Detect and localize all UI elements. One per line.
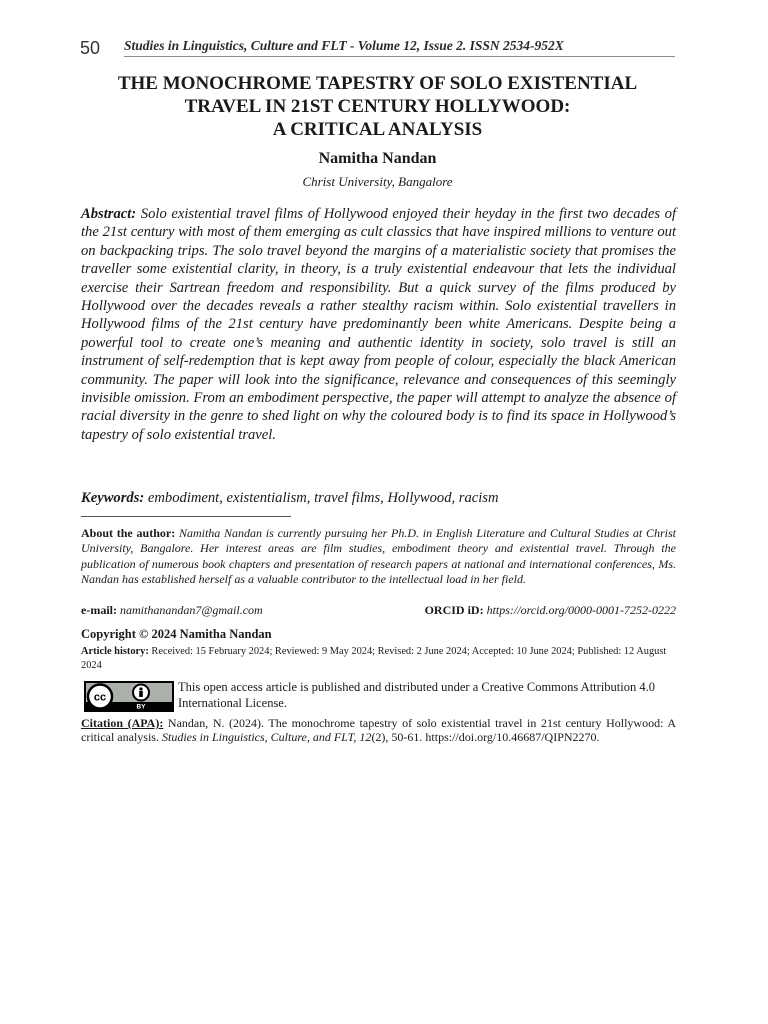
article-title: [80, 72, 675, 141]
citation-label: Citation (APA):: [81, 716, 164, 730]
abstract-text: Solo existential travel films of Hollywood enjoyed their heyday in the first two decades of the 21st century with most of them emerging as cult classics that have inspired millions to venture out on backpacking trips. The solo travel beyond the margins of a materialistic society that promises the traveller some existential clarity, in theory, is a truly existential endeavour that lets the individual exercise their Sartrean freedom and responsibility. But a quick survey of the films produced by Hollywood over the decades reveals a rather stealthy racism within. Solo existential travellers in Hollywood films of the 21st century have predominantly been white Americans. Despite being a powerful tool to create one’s meaning and authentic identity in society, solo travel is still an instrument of self-redemption that is kept away from people of colour, especially the black American community. The paper will look into the significance, relevance and consequences of this seemingly invisible omission. From an embodiment perspective, the paper will attempt to analyze the absence of racial diversity in the genre to shed light on why the coloured body is to find its space in Hollywood’s tapestry of solo existential travel.: [81, 206, 676, 443]
article-history: [81, 645, 676, 673]
cc-by-icon[interactable]: [84, 681, 174, 712]
about-author-text: Namitha Nandan is currently pursuing her Ph.D. in English Literature and Cultural Studies at Christ University, Bangalore. Her interest areas are film studies, embodiment theory and existential travel. Through the publication of numerous book chapters and presentation of research papers at national and international conferences, Ms. Nandan has established herself as a valuable contributor to the intellectual load in her field.: [81, 526, 677, 586]
article-history-text: Received: 15 February 2024; Reviewed: 9 May 2024; Revised: 2 June 2024; Accepted: 10 June 2024; Published: 12 August 2024: [81, 646, 667, 671]
citation-journal: Studies in Linguistics, Culture, and FLT, 12: [161, 729, 372, 744]
citation-part1: Nandan, N. (2024). The monochrome tapestry of solo existential travel in 21st century Hollywood: A critical analysis.: [81, 716, 676, 744]
abstract: [81, 205, 676, 444]
contact-line: [81, 603, 676, 619]
footnote-separator: [81, 516, 291, 517]
email-block: [81, 603, 263, 618]
citation-part2: (2), 50-61. https://doi.org/10.46687/QIPN2270.: [371, 729, 600, 744]
title-line-2: TRAVEL IN 21ST CENTURY HOLLYWOOD:: [184, 96, 571, 117]
running-header: [80, 38, 675, 58]
person-head-icon: [139, 687, 142, 690]
title-line-3: A CRITICAL ANALYSIS: [272, 119, 483, 140]
about-author: [81, 526, 676, 587]
journal-title: Studies in Linguistics, Culture and FLT - Volume 12, Issue 2. ISSN 2534-952X: [124, 38, 564, 53]
keywords: [81, 490, 676, 507]
keywords-label: Keywords:: [81, 490, 145, 506]
article-history-label: Article history:: [81, 646, 149, 657]
citation: [81, 717, 676, 744]
header-rule: [124, 56, 675, 57]
cc-by-badge-graphic: [85, 682, 173, 711]
person-body-icon: [139, 691, 143, 697]
orcid-label: ORCID iD:: [424, 603, 484, 617]
by-label: BY: [136, 703, 146, 711]
author-affiliation: Christ University, Bangalore: [302, 174, 453, 189]
license-text: This open access article is published and distributed under a Creative Commons Attribution 4.0 International License.: [178, 680, 655, 710]
abstract-label: Abstract:: [81, 206, 137, 222]
keywords-text: embodiment, existentialism, travel films, Hollywood, racism: [147, 490, 499, 506]
orcid-block: [425, 603, 676, 618]
orcid-link[interactable]: https://orcid.org/0000-0001-7252-0222: [486, 603, 676, 617]
author-name: Namitha Nandan: [318, 150, 437, 167]
page-number: 50: [80, 38, 101, 58]
about-author-label: About the author:: [81, 526, 176, 540]
email-link[interactable]: namithanandan7@gmail.com: [119, 603, 263, 617]
title-line-1: THE MONOCHROME TAPESTRY OF SOLO EXISTENTIAL: [117, 73, 638, 94]
email-label: e-mail:: [81, 603, 117, 617]
cc-glyph: cc: [93, 691, 107, 704]
copyright: Copyright © 2024 Namitha Nandan: [81, 627, 272, 641]
